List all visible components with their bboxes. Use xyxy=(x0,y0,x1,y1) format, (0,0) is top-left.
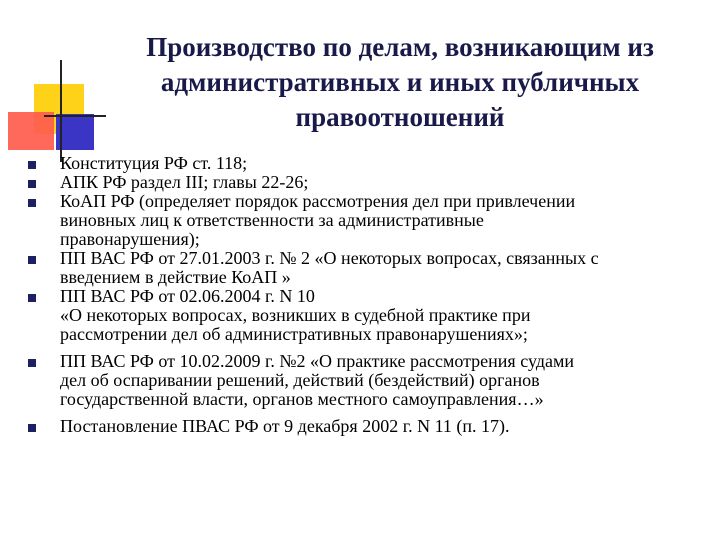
list-item-text: дел об оспаривании решений, действий (бездействий) органов xyxy=(60,370,540,390)
list-item-text: АПК РФ раздел III; главы 22-26; xyxy=(60,172,309,192)
list-item-text: Конституция РФ ст. 118; xyxy=(60,153,248,173)
list-item-text: КоАП РФ (определяет порядок рассмотрения дел при привлечении xyxy=(60,191,576,211)
square-bullet-icon xyxy=(28,359,36,367)
list-item-text: ПП ВАС РФ от 27.01.2003 г. № 2 «О некоторых вопросах, связанных с xyxy=(60,248,599,268)
list-item-text: виновных лиц к ответственности за административные xyxy=(60,210,484,230)
title-line: правоотношений xyxy=(295,102,505,132)
list-item xyxy=(28,287,698,344)
list-item xyxy=(28,417,698,436)
square-bullet-icon xyxy=(28,294,36,302)
square-bullet-icon xyxy=(28,180,36,188)
decor-red-square xyxy=(8,112,54,150)
square-bullet-icon xyxy=(28,424,36,432)
title-line: административных и иных публичных xyxy=(160,67,640,97)
square-bullet-icon xyxy=(28,199,36,207)
list-item xyxy=(28,352,698,409)
list-item xyxy=(28,173,698,192)
list-item-text: государственной власти, органов местного самоуправления…» xyxy=(60,389,544,409)
decor-horizontal-line xyxy=(44,115,106,117)
square-bullet-icon xyxy=(28,161,36,169)
decor-vertical-line xyxy=(60,60,62,162)
list-item-text: Постановление ПВАС РФ от 9 декабря 2002 г. N 11 (п. 17). xyxy=(60,416,510,436)
list-item-text: ПП ВАС РФ от 02.06.2004 г. N 10 xyxy=(60,286,315,306)
bullet-list xyxy=(28,154,698,436)
list-item-text: ПП ВАС РФ от 10.02.2009 г. №2 «О практике рассмотрения судами xyxy=(60,351,575,371)
list-item xyxy=(28,154,698,173)
title-line: Производство по делам, возникающим из xyxy=(146,32,654,62)
list-item-text: введением в действие КоАП » xyxy=(60,267,291,287)
square-bullet-icon xyxy=(28,256,36,264)
list-item-text: «О некоторых вопросах, возникших в судебной практике при xyxy=(60,305,531,325)
list-item xyxy=(28,192,698,249)
list-item-text: рассмотрении дел об административных правонарушениях»; xyxy=(60,324,528,344)
list-item-text: правонарушения); xyxy=(60,229,200,249)
list-item xyxy=(28,249,698,287)
slide-title xyxy=(110,30,690,135)
